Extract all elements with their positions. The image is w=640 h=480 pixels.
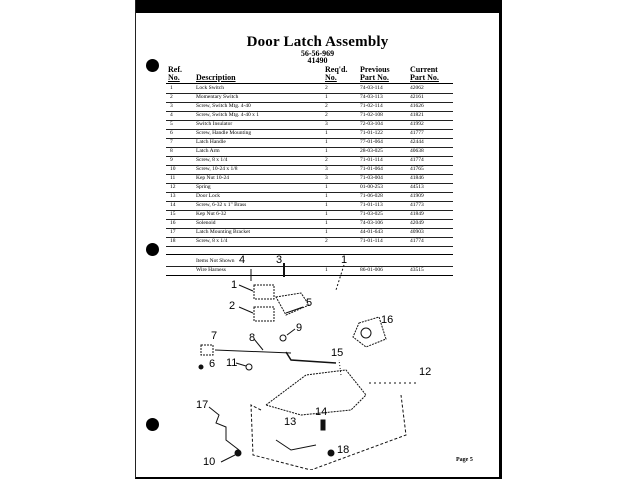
page-number: Page 5 bbox=[456, 457, 473, 463]
table-row: 7 Latch Handle 1 77-01-064 42444 bbox=[166, 138, 453, 148]
callout-label: 6 bbox=[209, 358, 216, 370]
header-current-part-no: Current Part No. bbox=[410, 65, 439, 82]
callout-label: 11 bbox=[226, 357, 238, 369]
table-row: 18 Screw, 8 x 1/4 2 71-01-114 41774 bbox=[166, 237, 453, 247]
table-row: 6 Screw, Handle Mounting 1 71-01-122 41777 bbox=[166, 129, 453, 139]
header-ref-no: Ref. No. bbox=[168, 65, 182, 82]
callout-label: 13 bbox=[284, 416, 297, 428]
table-row: 3 Screw, Switch Mtg. 4-40 2 71-02-114 41626 bbox=[166, 102, 453, 112]
document-page bbox=[135, 0, 502, 479]
callout-label: 10 bbox=[203, 456, 216, 468]
table-row: 4 Screw, Switch Mtg. 4-40 x 1 2 71-02-108 41821 bbox=[166, 111, 453, 121]
callout-label: 5 bbox=[306, 297, 313, 309]
exploded-parts-diagram bbox=[191, 255, 451, 470]
header-description: Description bbox=[196, 73, 236, 82]
callout-label: 2 bbox=[229, 300, 236, 312]
callout-label: 4 bbox=[239, 254, 246, 266]
callout-label: 1 bbox=[231, 279, 238, 291]
callout-label: 3 bbox=[276, 254, 283, 266]
callout-label: 15 bbox=[331, 347, 344, 359]
binder-hole-icon bbox=[146, 243, 159, 256]
catalog-number: 41490 bbox=[307, 56, 328, 65]
table-row: 2 Momentary Switch 1 74-03-113 42161 bbox=[166, 93, 453, 103]
table-row: 8 Latch Arm 1 28-03-025 40638 bbox=[166, 147, 453, 157]
header-previous-part-no: Previous Part No. bbox=[360, 65, 390, 82]
callout-label: 1 bbox=[341, 254, 348, 266]
table-row: 10 Screw, 10-24 x 1/8 3 71-01-064 41765 bbox=[166, 165, 453, 175]
not-shown-heading-row: Items Not Shown bbox=[166, 257, 453, 267]
table-row: 11 Kep Nut 10-24 3 71-03-004 41846 bbox=[166, 174, 453, 184]
table-row: 5 Switch Insulator 3 72-03-104 41992 bbox=[166, 120, 453, 130]
table-row: 14 Screw, 6-32 x 1" Brass 1 71-01-113 41773 bbox=[166, 201, 453, 211]
table-row: 13 Door Lock 1 71-06-028 41909 bbox=[166, 192, 453, 202]
page-title: Door Latch Assembly bbox=[246, 34, 389, 50]
table-row: 1 Lock Switch 2 74-03-114 42062 bbox=[166, 84, 453, 94]
callout-label: 7 bbox=[211, 330, 218, 342]
scan-top-border bbox=[136, 0, 499, 13]
table-row: 17 Latch Mounting Bracket 1 44-01-643 40903 bbox=[166, 228, 453, 238]
model-number: 56-56-969 bbox=[300, 49, 335, 58]
callout-label: 18 bbox=[337, 444, 350, 456]
binder-hole-icon bbox=[146, 418, 159, 431]
callout-label: 9 bbox=[296, 322, 303, 334]
callout-label: 12 bbox=[419, 366, 432, 378]
table-row: 9 Screw, 8 x 1/4 2 71-01-114 41774 bbox=[166, 156, 453, 166]
table-row: 12 Spring 1 01-00-253 44513 bbox=[166, 183, 453, 193]
header-reqd-no: Req'd. No. bbox=[325, 65, 348, 82]
callout-label: 17 bbox=[196, 399, 209, 411]
table-row: Wire Harness 1 86-01-006 43515 bbox=[166, 266, 453, 276]
table-row: 15 Kep Nut 6-32 1 71-03-025 41849 bbox=[166, 210, 453, 220]
callout-label: 8 bbox=[249, 332, 256, 344]
callout-label: 16 bbox=[381, 314, 394, 326]
table-row: 16 Solenoid 1 74-03-106 42049 bbox=[166, 219, 453, 229]
callout-label: 14 bbox=[315, 406, 328, 418]
